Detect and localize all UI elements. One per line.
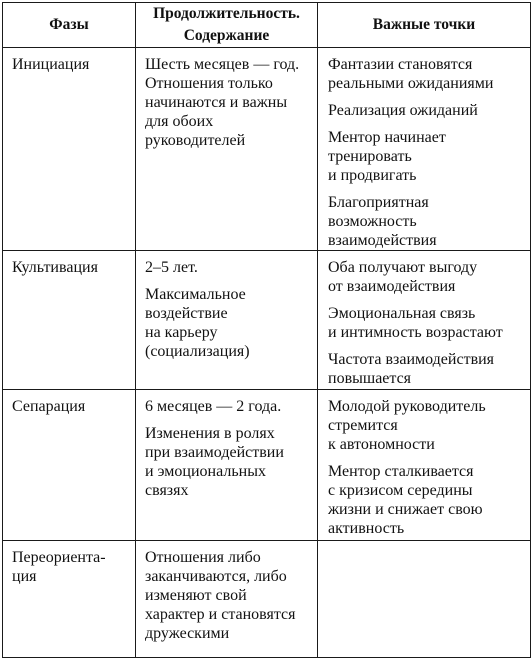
phase-name-line: ция <box>12 568 37 585</box>
key-points-cell <box>318 251 531 390</box>
duration-cell <box>136 48 318 251</box>
table-row <box>3 390 531 541</box>
key-points-cell-text-line: взаимодействия <box>328 232 437 249</box>
key-points-cell-text-line: с кризисом середины <box>328 482 473 499</box>
key-points-cell-text-line: Молодой руководитель <box>328 398 486 415</box>
duration-cell-text-line: дружескими <box>145 625 230 642</box>
duration-cell-text-line: Отношения либо <box>145 549 261 566</box>
key-points-cell-text-line: Ментор сталкивается <box>328 463 474 480</box>
duration-cell-text-line: руководителей <box>145 132 246 149</box>
header-phases: Фазы <box>3 3 136 48</box>
duration-cell-paragraph <box>145 548 311 643</box>
table-row <box>3 48 531 251</box>
duration-cell-text-line: и эмоциональных <box>145 463 266 480</box>
table-row <box>3 251 531 390</box>
phase-cell <box>3 541 136 658</box>
duration-cell-text-line: Изменения в ролях <box>145 425 275 442</box>
duration-cell-text-line: 6 месяцев — 2 года. <box>145 398 282 415</box>
key-points-cell-text-line: активность <box>328 520 405 537</box>
duration-cell-text-line: на карьеру <box>145 324 218 341</box>
key-points-cell-text-line: жизни и снижает свою <box>328 501 483 518</box>
key-points-cell-text-line: Эмоциональная связь <box>328 305 476 322</box>
header-key-points: Важные точки <box>318 3 531 48</box>
key-points-cell-paragraph <box>328 55 524 93</box>
header-duration-line-1: Продолжительность. <box>153 5 300 22</box>
phase-name-line: Переориента- <box>12 549 106 566</box>
key-points-cell-text-line: к автономности <box>328 436 435 453</box>
key-points-cell-paragraph <box>328 397 524 454</box>
duration-cell-text-line: для обоих <box>145 113 214 130</box>
duration-cell-text-line: Отношения только <box>145 75 273 92</box>
key-points-cell-text-line: стремится <box>328 417 398 434</box>
phase-name-line: Культивация <box>12 259 98 276</box>
duration-cell-text-line: воздействие <box>145 305 228 322</box>
table-header-row <box>3 3 531 48</box>
key-points-cell-text-line: от взаимодействия <box>328 278 456 295</box>
header-duration-line-2: Содержание <box>183 27 270 44</box>
duration-cell-text-line: 2–5 лет. <box>145 259 198 276</box>
key-points-cell-paragraph <box>328 193 524 250</box>
duration-cell-text-line: заканчиваются, либо <box>145 568 287 585</box>
duration-cell-text-line: изменяют свой <box>145 587 247 604</box>
key-points-cell <box>318 541 531 658</box>
duration-cell-text-line: Шесть месяцев — год. <box>145 56 300 73</box>
key-points-cell-text-line: Оба получают выгоду <box>328 259 478 276</box>
duration-cell <box>136 390 318 541</box>
mentoring-phases-table <box>2 2 531 658</box>
duration-cell-text-line: характер и становятся <box>145 606 296 623</box>
key-points-cell-paragraph <box>328 350 524 388</box>
phase-name-line: Инициация <box>12 56 90 73</box>
key-points-cell-text-line: и продвигать <box>328 167 417 184</box>
key-points-cell-text-line: Благоприятная <box>328 194 429 211</box>
duration-cell-text-line: (социализация) <box>145 343 250 360</box>
duration-cell-paragraph <box>145 424 311 500</box>
key-points-cell-text-line: повышается <box>328 370 412 387</box>
key-points-cell-text-line: Ментор начинает <box>328 129 446 146</box>
table-row <box>3 541 531 658</box>
key-points-cell-paragraph <box>328 304 524 342</box>
phase-cell <box>3 48 136 251</box>
duration-cell-paragraph <box>145 285 311 361</box>
key-points-cell-paragraph <box>328 128 524 185</box>
header-duration-content <box>136 3 318 48</box>
duration-cell-text-line: Максимальное <box>145 286 246 303</box>
phase-cell <box>3 251 136 390</box>
key-points-cell <box>318 48 531 251</box>
key-points-cell <box>318 390 531 541</box>
key-points-cell-text-line: тренировать <box>328 148 412 165</box>
duration-cell-paragraph <box>145 397 311 416</box>
duration-cell-paragraph <box>145 258 311 277</box>
key-points-cell-paragraph <box>328 462 524 538</box>
key-points-cell-text-line: Реализация ожиданий <box>328 102 478 119</box>
key-points-cell-text-line: возможность <box>328 213 417 230</box>
phase-name-line: Сепарация <box>12 398 86 415</box>
key-points-cell-text-line: Фантазии становятся <box>328 56 473 73</box>
duration-cell <box>136 541 318 658</box>
key-points-cell-text-line: реальными ожиданиями <box>328 75 494 92</box>
key-points-cell-paragraph <box>328 258 524 296</box>
key-points-cell-text-line: Частота взаимодействия <box>328 351 495 368</box>
duration-cell-text-line: при взаимодействии <box>145 444 284 461</box>
duration-cell-paragraph <box>145 55 311 150</box>
key-points-cell-paragraph <box>328 101 524 120</box>
phase-cell <box>3 390 136 541</box>
key-points-cell-text-line: и интимность возрастают <box>328 324 503 341</box>
duration-cell-text-line: связях <box>145 482 189 499</box>
duration-cell-text-line: начинаются и важны <box>145 94 288 111</box>
duration-cell <box>136 251 318 390</box>
